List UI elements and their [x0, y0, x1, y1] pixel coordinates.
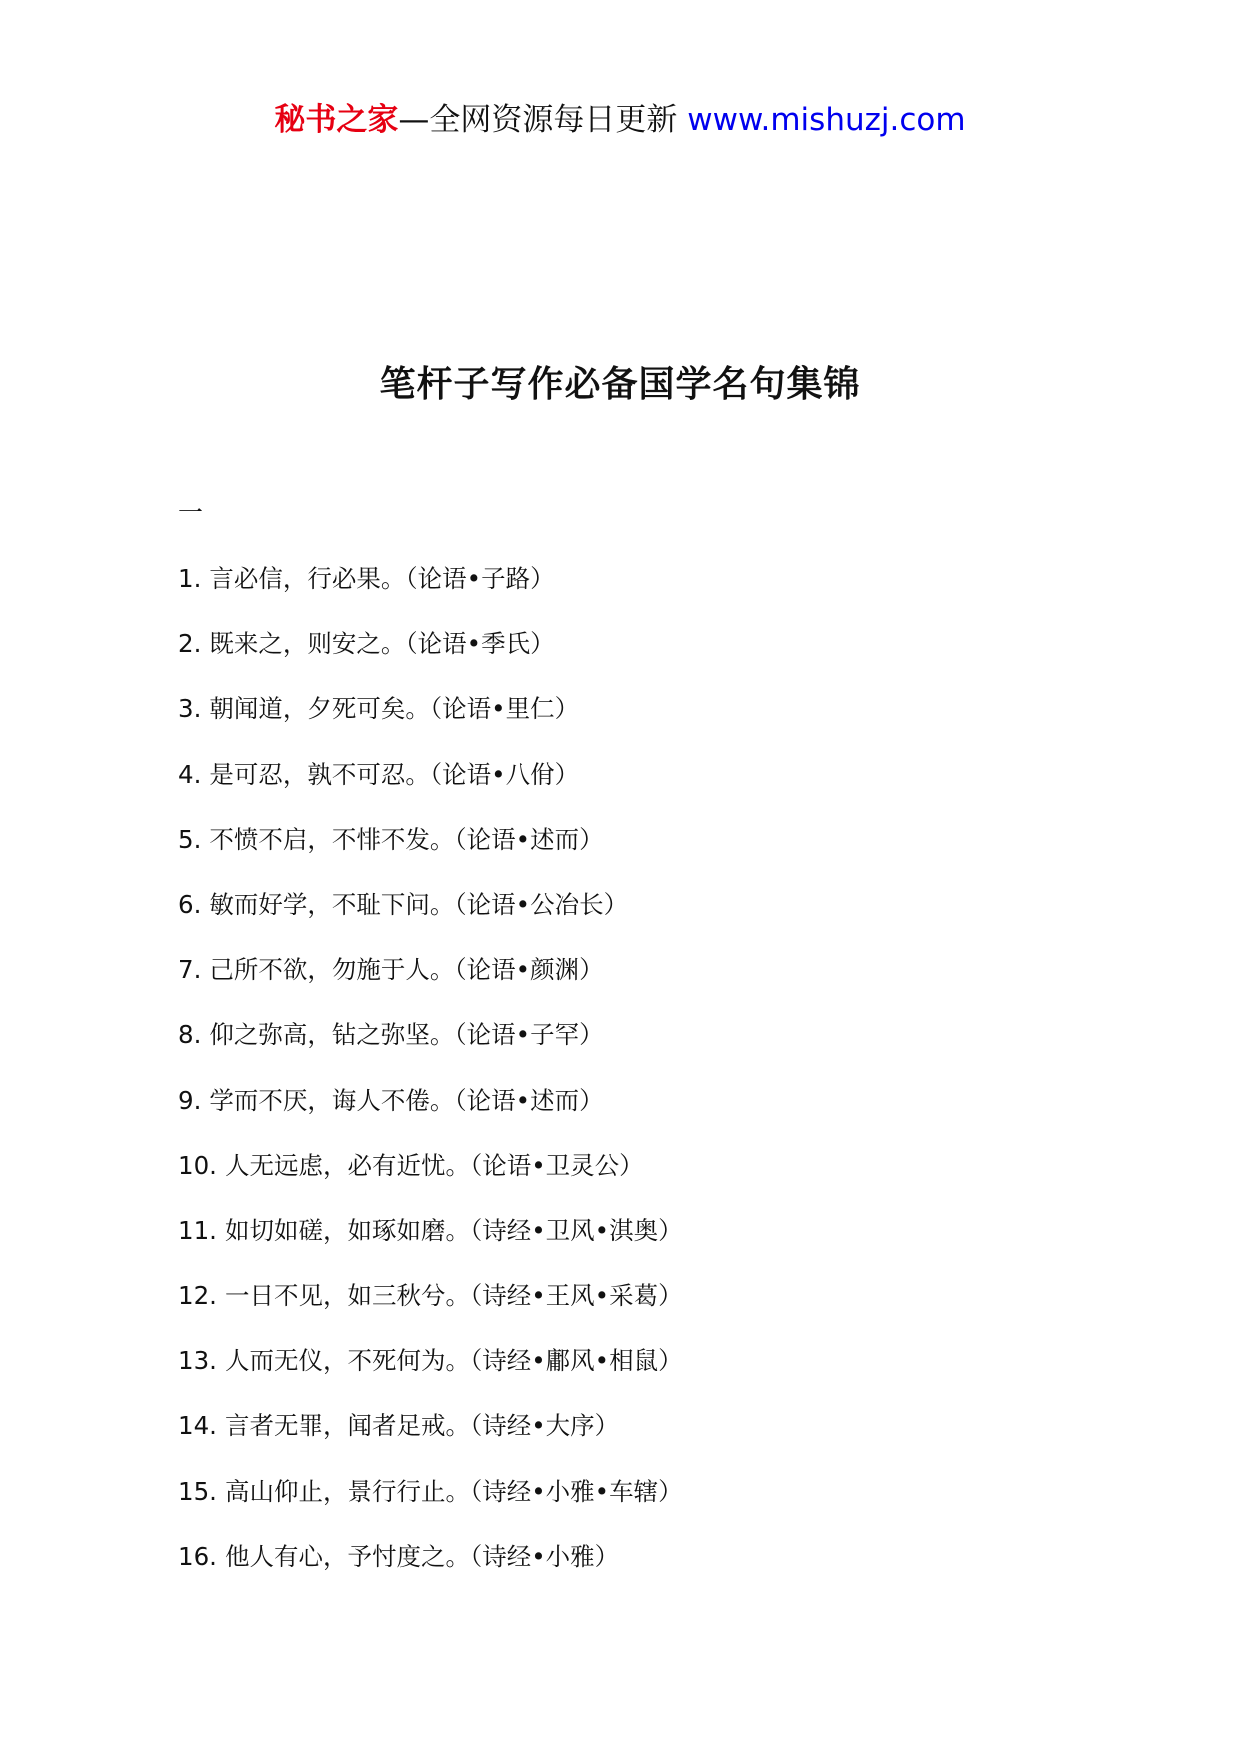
quote-text: 一日不见，如三秋兮。（诗经•王风•采葛） — [224, 1281, 683, 1311]
quote-item — [178, 1279, 683, 1344]
quote-text: 人无远虑，必有近忧。（论语•卫灵公） — [224, 1150, 644, 1180]
quote-text: 朝闻道，夕死可矣。（论语•里仁） — [209, 694, 580, 724]
quote-text: 既来之，则安之。（论语•季氏） — [209, 629, 555, 659]
quote-number: 10. — [178, 1150, 217, 1180]
quote-number: 6. — [178, 889, 202, 919]
site-header — [0, 98, 1240, 142]
quote-text: 如切如磋，如琢如磨。（诗经•卫风•淇奥） — [224, 1215, 683, 1245]
quote-text: 是可忍，孰不可忍。（论语•八佾） — [209, 759, 580, 789]
quote-text: 人而无仪，不死何为。（诗经•鄘风•相鼠） — [224, 1346, 683, 1376]
quote-item — [178, 1475, 683, 1540]
quote-number: 2. — [178, 629, 202, 659]
document-title: 笔杆子写作必备国学名句集锦 — [379, 364, 861, 405]
quote-item — [178, 1149, 683, 1214]
quote-list — [178, 562, 683, 1605]
quote-number: 3. — [178, 694, 202, 724]
quote-text: 言必信，行必果。（论语•子路） — [209, 564, 555, 593]
quote-item — [178, 1084, 683, 1149]
quote-number: 12. — [178, 1281, 217, 1311]
site-url-link[interactable]: www.mishuzj.com — [687, 102, 966, 138]
quote-item — [178, 823, 683, 888]
quote-item — [178, 1214, 683, 1279]
quote-number: 8. — [178, 1020, 202, 1050]
quote-item — [178, 953, 683, 1018]
quote-item — [178, 692, 683, 757]
quote-text: 仰之弥高，钻之弥坚。（论语•子罕） — [209, 1020, 604, 1050]
quote-text: 高山仰止，景行行止。（诗经•小雅•车辖） — [224, 1476, 683, 1506]
quote-item — [178, 627, 683, 692]
quote-number: 9. — [178, 1085, 202, 1115]
quote-text: 敏而好学，不耻下问。（论语•公冶长） — [209, 889, 629, 919]
quote-number: 5. — [178, 824, 202, 854]
quote-text: 不愤不启，不悱不发。（论语•述而） — [209, 824, 604, 854]
quote-item — [178, 758, 683, 823]
quote-number: 1. — [178, 564, 202, 593]
quote-item — [178, 1344, 683, 1409]
quote-text: 己所不欲，勿施于人。（论语•颜渊） — [209, 955, 604, 985]
quote-item — [178, 562, 683, 627]
section-number: 一 — [178, 498, 204, 527]
brand-name: 秘书之家 — [274, 102, 399, 138]
quote-number: 15. — [178, 1476, 217, 1506]
quote-number: 4. — [178, 759, 202, 789]
quote-number: 7. — [178, 955, 202, 985]
quote-item — [178, 1540, 683, 1605]
quote-text: 学而不厌，诲人不倦。（论语•述而） — [209, 1085, 604, 1115]
quote-item — [178, 1018, 683, 1083]
quote-number: 14. — [178, 1411, 217, 1441]
quote-number: 16. — [178, 1541, 217, 1571]
quote-item — [178, 1409, 683, 1474]
quote-text: 言者无罪，闻者足戒。（诗经•大序） — [224, 1411, 620, 1441]
quote-number: 13. — [178, 1346, 217, 1376]
header-tagline: —全网资源每日更新 — [398, 102, 678, 138]
quote-number: 11. — [178, 1215, 217, 1245]
quote-text: 他人有心，予忖度之。（诗经•小雅） — [224, 1541, 620, 1571]
quote-item — [178, 888, 683, 953]
